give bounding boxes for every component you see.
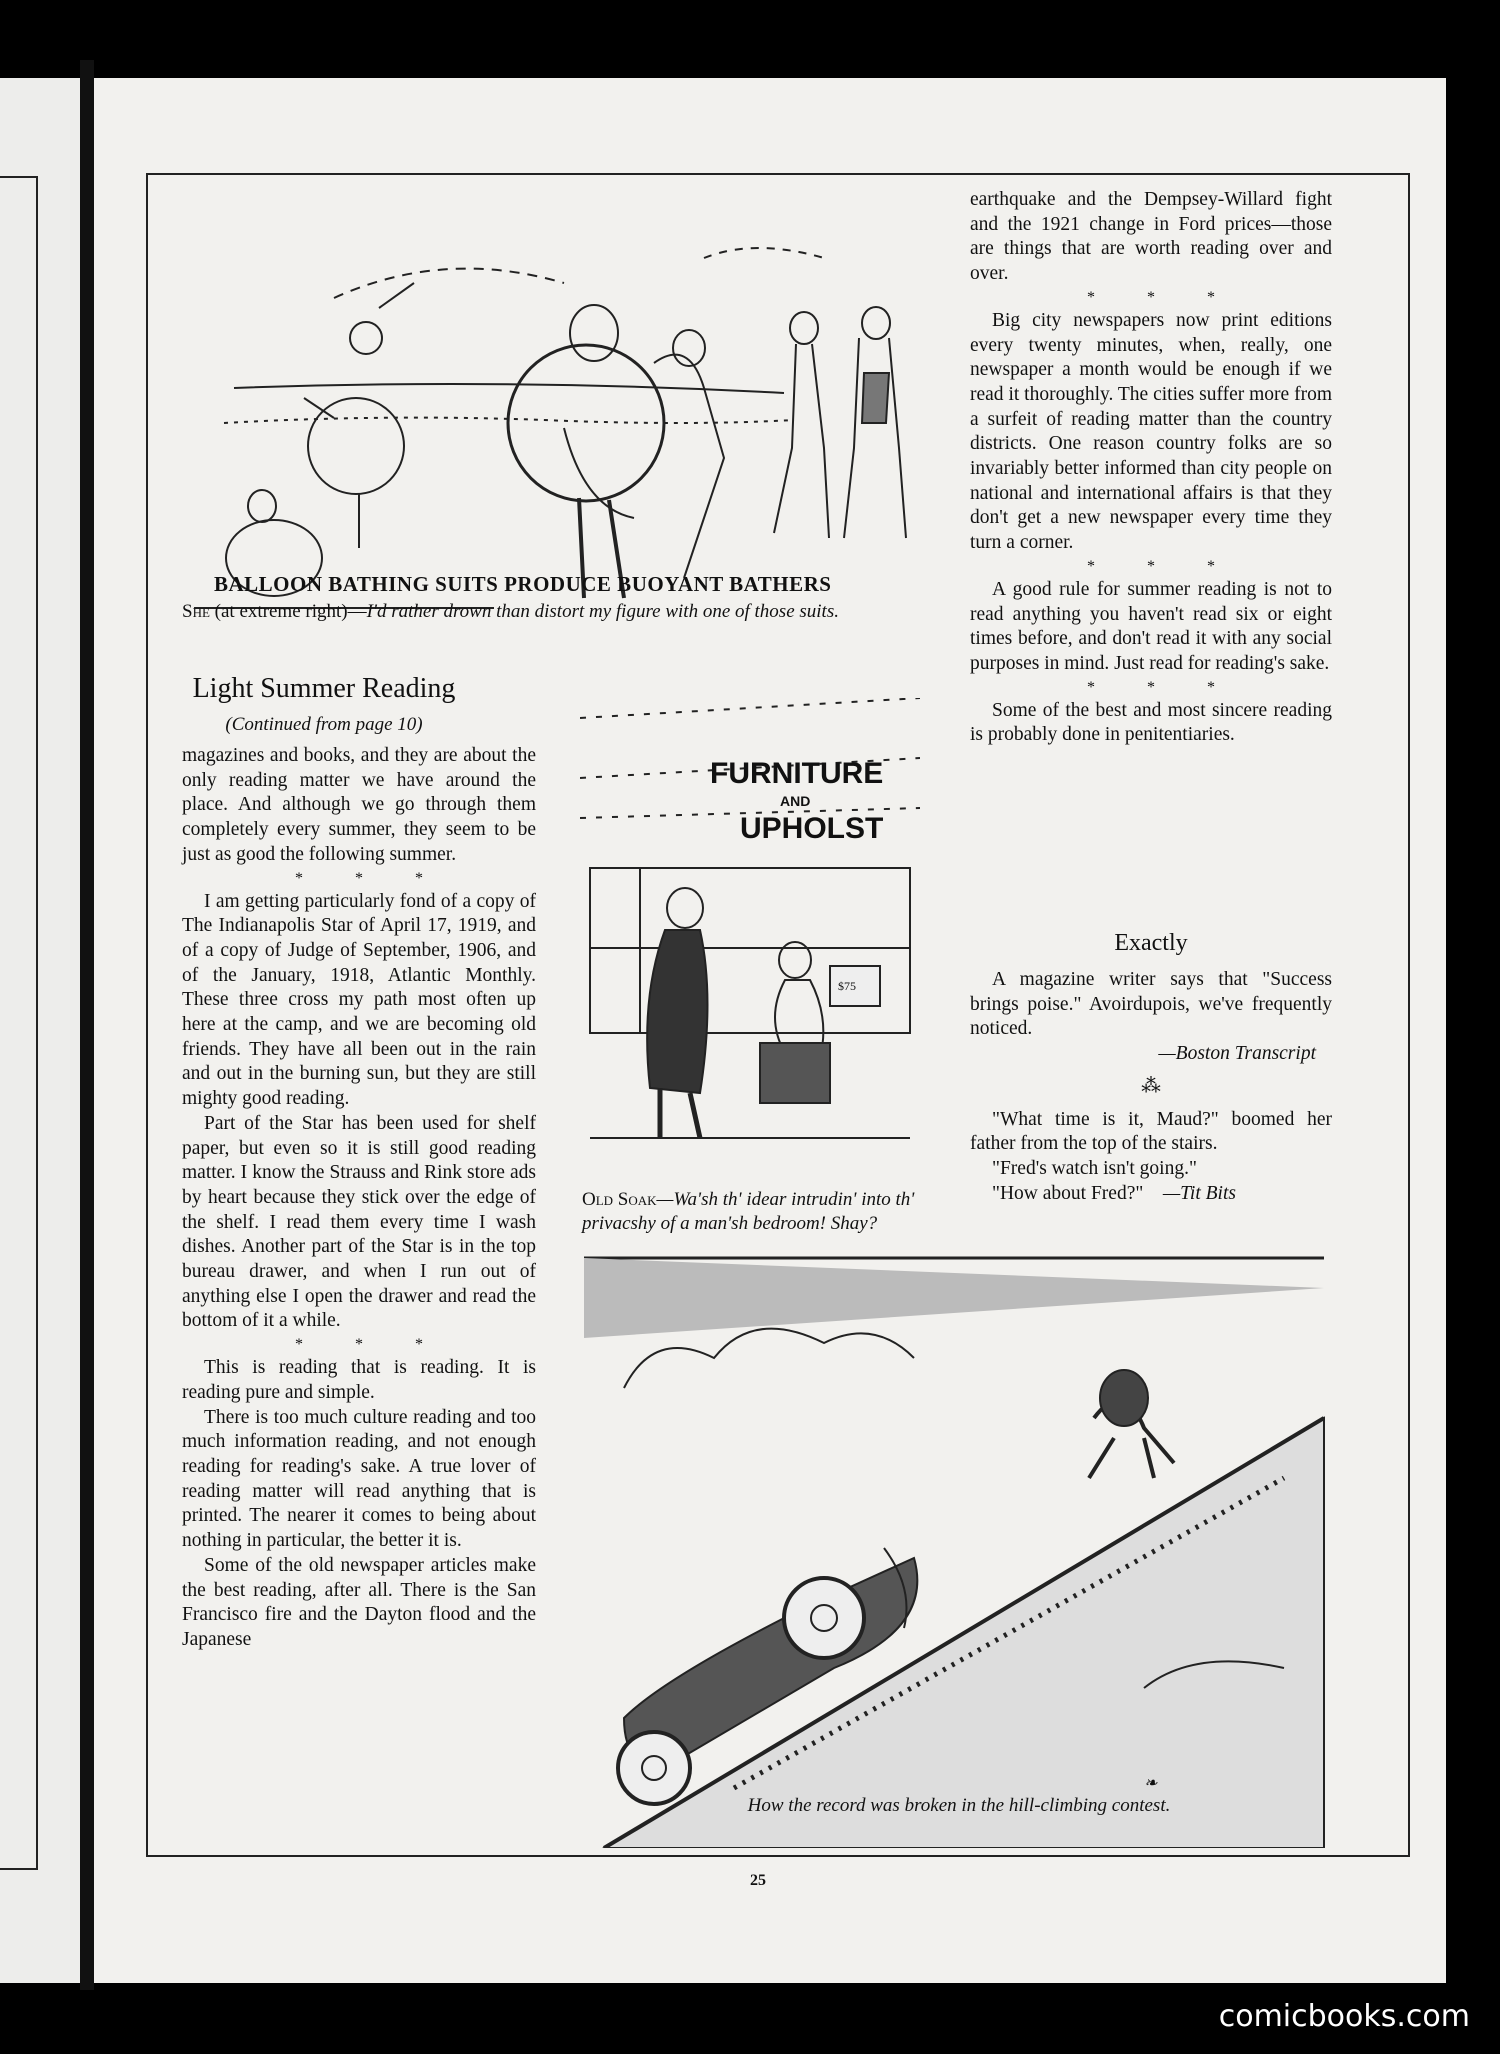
cartoon1-speaker-note: (at extreme right)— bbox=[209, 601, 367, 622]
cartoon2-caption bbox=[582, 1188, 922, 1236]
left-page-edge bbox=[0, 78, 80, 1983]
sign-upholst: UPHOLST bbox=[740, 812, 884, 845]
section-stars: * * * bbox=[295, 869, 447, 887]
section-divider: ⁂ bbox=[1141, 1075, 1161, 1097]
cartoon1-caption bbox=[182, 600, 1022, 624]
sign-furniture: FURNITURE bbox=[710, 757, 884, 790]
exactly-heading: Exactly bbox=[1114, 930, 1188, 956]
old-soak-cartoon bbox=[580, 698, 920, 1168]
exactly-source: —Boston Transcript bbox=[1158, 1043, 1316, 1065]
joke-line-1: "What time is it, Maud?" boomed her father from the top of the stairs. bbox=[970, 1108, 1332, 1155]
article-paragraph-5: There is too much culture reading and too much information reading, and not enough reading for reading's sake. A true lover of reading matter will read anything that is printed. The nearer it comes to being about nothing in particular, the better it is. bbox=[182, 1406, 536, 1552]
page-gutter bbox=[80, 60, 94, 1990]
article-right-paragraph-4: Some of the best and most sincere reading is probably done in penitentiaries. bbox=[970, 699, 1332, 746]
article-paragraph-3: Part of the Star has been used for shelf paper, but even so it is still good reading matter. I know the Strauss and Rink store ads by heart because they stick over the edge of the shelf. I read them every time I wash dishes. Another part of the Star is in the top bureau drawer, and when I run out of anything else I open the drawer and read the bottom of it a while. bbox=[182, 1112, 536, 1332]
article-paragraph-1: magazines and books, and they are about the only reading matter we have around the place. And although we go through them completely every summer, they seem to be just as good the following summer. bbox=[182, 745, 536, 865]
section-stars: * * * bbox=[1087, 678, 1239, 696]
svg-text:❧: ❧ bbox=[1144, 1775, 1158, 1792]
hill-climb-cartoon bbox=[584, 1248, 1334, 1848]
article-continued: (Continued from page 10) bbox=[225, 714, 423, 735]
article-left-column bbox=[182, 744, 536, 1653]
watermark-text: comicbooks.com bbox=[1218, 1999, 1470, 2034]
article-paragraph-2: I am getting particularly fond of a copy of The Indianapolis Star of April 17, 1919, and of a copy of Judge of September, 1906, and of the January, 1918, Atlantic Monthly. These three cross my path most often up here at the camp, and we are becoming old friends. They have all been out in the rain and out in the burning sun, but they are still mighty good reading. bbox=[182, 890, 536, 1110]
joke-line-2: "Fred's watch isn't going." bbox=[992, 1157, 1197, 1179]
section-stars: * * * bbox=[1087, 288, 1239, 306]
page-number: 25 bbox=[750, 1872, 766, 1889]
left-page-frame bbox=[0, 176, 38, 1870]
magazine-page bbox=[94, 78, 1446, 1983]
article-paragraph-6: Some of the old newspaper articles make the best reading, after all. There is the San Francisco fire and the Dayton flood and the Japanese bbox=[182, 1554, 536, 1650]
article-right-paragraph-2: Big city newspapers now print editions every twenty minutes, when, really, one newspaper a month would be enough if we read it thoroughly. The cities suffer more from a surfeit of reading matter than the country districts. One reason country folks are so invariably better informed than city people on national and international affairs is that they don't get a new newspaper every time they turn a corner. bbox=[970, 309, 1332, 554]
cartoon3-caption-text: How the record was broken in the hill-climbing contest. bbox=[747, 1795, 1171, 1816]
cartoon3-caption bbox=[584, 1794, 1334, 1818]
joke-source: —Tit Bits bbox=[1162, 1182, 1236, 1204]
cartoon2-quote: —Wa'sh th' idear intrudin' into th' privacshy of a man'sh bedroom! Shay? bbox=[582, 1189, 915, 1234]
cartoon2-speaker: Old Soak bbox=[582, 1189, 657, 1210]
article-right-paragraph-1: earthquake and the Dempsey-Willard fight and the 1921 change in Ford prices—those are things that are worth reading over and over. bbox=[970, 189, 1332, 285]
article-right-paragraph-3: A good rule for summer reading is not to read anything you haven't read six or eight times before, and don't read it with any social purposes in mind. Just read for reading's sake. bbox=[970, 578, 1332, 674]
article-paragraph-4: This is reading that is reading. It is reading pure and simple. bbox=[182, 1357, 536, 1403]
cartoon1-title: BALLOON BATHING SUITS PRODUCE BUOYANT BATHERS bbox=[214, 572, 832, 596]
price-tag: $75 bbox=[838, 979, 856, 993]
article-right-column bbox=[970, 188, 1332, 748]
joke-line-3: "How about Fred?" bbox=[992, 1182, 1144, 1204]
exactly-text: A magazine writer says that "Success brings poise." Avoirdupois, we've frequently noticed. bbox=[970, 969, 1332, 1040]
sign-and: AND bbox=[780, 793, 811, 809]
section-stars: * * * bbox=[295, 1336, 447, 1354]
bathers-cartoon bbox=[184, 188, 1024, 628]
section-stars: * * * bbox=[1087, 557, 1239, 575]
cartoon1-speaker: She bbox=[182, 601, 210, 622]
article-heading: Light Summer Reading bbox=[192, 673, 456, 704]
cartoon1-quote: I'd rather drown than distort my figure with one of those suits. bbox=[366, 601, 839, 622]
exactly-column bbox=[970, 968, 1332, 1206]
